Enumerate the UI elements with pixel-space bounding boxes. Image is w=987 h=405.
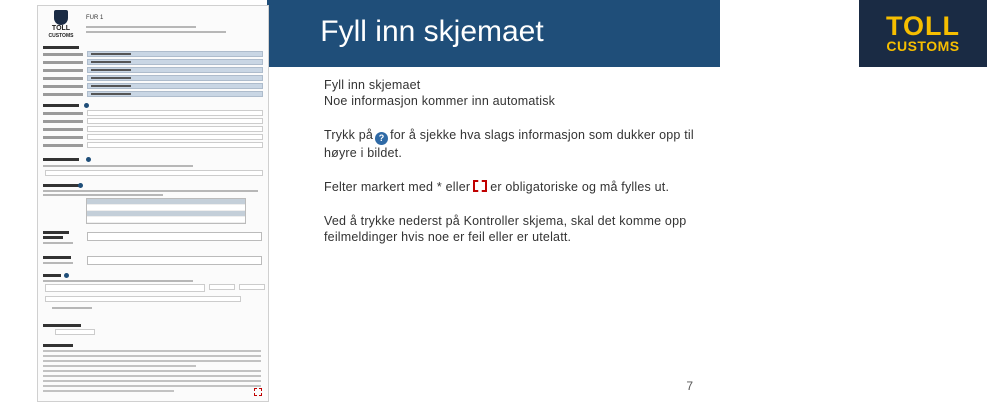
- title-bar: [267, 0, 960, 67]
- help-text-line: [43, 280, 193, 282]
- goods-total[interactable]: [45, 296, 241, 302]
- goods-row: [41, 284, 265, 290]
- goods-description[interactable]: [45, 284, 205, 292]
- transport-field[interactable]: [87, 232, 262, 241]
- form-subtitle-line: [86, 26, 196, 28]
- form-row: [41, 118, 265, 124]
- help-text-before: Trykk på: [324, 128, 374, 142]
- required-text-after: er obligatoriske og må fylles ut.: [490, 180, 670, 194]
- section-heading: [43, 231, 69, 234]
- form-row: [41, 110, 265, 116]
- content-line-1: Fyll inn skjemaet: [324, 78, 421, 92]
- info-icon[interactable]: [86, 157, 91, 162]
- logo-line1: TOLL: [886, 10, 960, 41]
- help-text-after: for å sjekke hva slags informasjon som dukker opp til høyre i bildet.: [324, 128, 694, 160]
- crest-icon: [54, 10, 68, 25]
- required-field-icon: [473, 180, 487, 192]
- required-text-before: Felter markert med * eller: [324, 180, 471, 194]
- slide-content: [324, 77, 709, 245]
- goods-quantity[interactable]: [209, 284, 235, 290]
- add-line-link[interactable]: [52, 307, 92, 309]
- form-logo-text2: CUSTOMS: [48, 33, 74, 39]
- control-paragraph: Ved å trykke nederst på Kontroller skjema, skal det komme opp feilmeldinger hvis noe er feil eller er utelatt.: [324, 214, 687, 244]
- goods-value[interactable]: [239, 284, 265, 290]
- form-row: [41, 67, 265, 73]
- origin-listbox[interactable]: [86, 198, 246, 224]
- logo-line2: CUSTOMS: [886, 37, 960, 54]
- help-text-line: [43, 190, 258, 192]
- list-item[interactable]: [87, 217, 245, 223]
- date-field[interactable]: [55, 329, 95, 335]
- goods-row: [41, 296, 265, 302]
- form-row: [41, 170, 265, 176]
- form-row: [41, 329, 265, 335]
- country-select[interactable]: [45, 170, 263, 176]
- form-row: [41, 59, 265, 65]
- form-number: FUR 1: [86, 15, 104, 21]
- form-row: [41, 134, 265, 140]
- help-text-line: [43, 242, 73, 244]
- section-heading: [43, 274, 61, 277]
- form-field[interactable]: [87, 110, 263, 116]
- help-text-line: [43, 262, 73, 264]
- section-heading: [43, 324, 81, 327]
- form-field[interactable]: [87, 134, 263, 140]
- help-text-line: [43, 194, 163, 196]
- form-row: [41, 126, 265, 132]
- section-heading: [43, 46, 79, 49]
- content-line-2: Noe informasjon kommer inn automatisk: [324, 94, 556, 108]
- form-subtitle-line: [86, 31, 226, 33]
- form-row: [41, 91, 265, 97]
- section-heading: [43, 104, 79, 107]
- toll-customs-logo: [859, 0, 987, 67]
- info-icon[interactable]: [64, 273, 69, 278]
- section-heading: [43, 158, 79, 161]
- declaration-text: [43, 350, 261, 395]
- form-logo: [46, 10, 76, 44]
- section-heading: [43, 236, 63, 239]
- help-paragraph: [324, 127, 709, 161]
- help-question-icon: ?: [375, 132, 388, 145]
- required-paragraph: [324, 179, 709, 195]
- form-field[interactable]: [87, 118, 263, 124]
- form-row: [41, 142, 265, 148]
- form-screenshot: [37, 5, 269, 402]
- form-row: [41, 51, 265, 57]
- form-row: [41, 83, 265, 89]
- form-row: [41, 75, 265, 81]
- form-field[interactable]: [87, 126, 263, 132]
- section-heading: [43, 184, 79, 187]
- info-icon[interactable]: [84, 103, 89, 108]
- section-heading: [43, 344, 73, 347]
- form-logo-text1: TOLL: [51, 25, 71, 32]
- form-field[interactable]: [87, 142, 263, 148]
- slide-title: Fyll inn skjemaet: [320, 15, 544, 48]
- info-icon[interactable]: [78, 183, 83, 188]
- remarks-field[interactable]: [87, 256, 262, 265]
- help-text-line: [43, 165, 193, 167]
- page-number: 7: [686, 379, 693, 393]
- required-mark-icon: [254, 388, 262, 396]
- section-heading: [43, 256, 71, 259]
